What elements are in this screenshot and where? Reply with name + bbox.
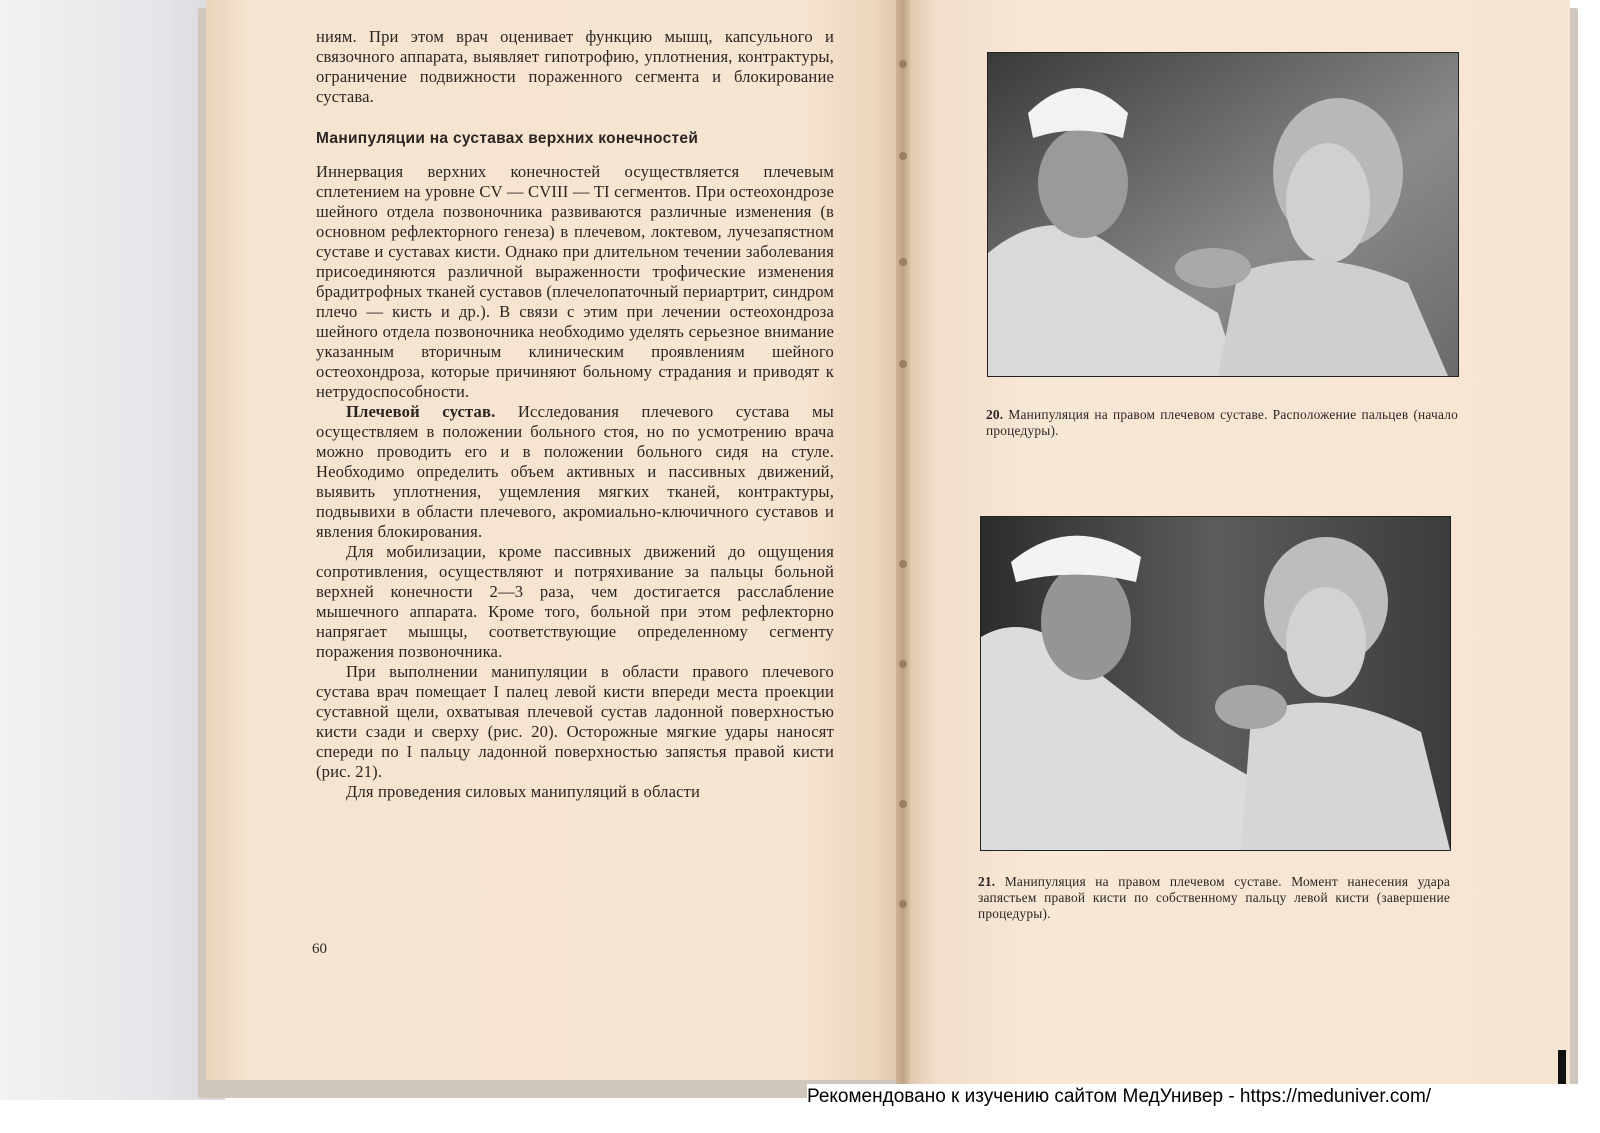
left-page-text — [316, 27, 834, 802]
mobilization-paragraph: Для мобилизации, кроме пассивных движений до ощущения сопротивления, осуществляют и потряхивание за пальцы больной верхней конечности 2—3 раза, чем достигается расслабление мышечного аппарата. Кроме того, больной при этом рефлекторно напрягает мышцы, соответствующие определенному сегменту поражения позвоночника. — [316, 542, 834, 661]
shoulder-subheading: Плечевой сустав. — [346, 402, 496, 421]
watermark-link[interactable]: Рекомендовано к изучению сайтом МедУнивер - https://meduniver.com/ — [807, 1084, 1597, 1110]
binding-stitch — [899, 60, 907, 68]
intro-paragraph: ниям. При этом врач оценивает функцию мышц, капсульного и связочного аппарата, выявляет гипотрофию, уплотнения, контрактуры, ограничение подвижности пораженного сегмента и блокирование сустава. — [316, 27, 834, 106]
page-number: 60 — [312, 941, 327, 957]
figure-20-photo — [987, 52, 1459, 377]
section-heading: Манипуляции на суставах верхних конечностей — [316, 130, 699, 147]
binding-stitch — [899, 660, 907, 668]
binding-stitch — [899, 800, 907, 808]
figure-20-caption — [986, 407, 1458, 439]
binding-stitch — [899, 900, 907, 908]
closing-paragraph: Для проведения силовых манипуляций в области — [346, 782, 701, 801]
figure-21-caption-text: Манипуляция на правом плечевом суставе. Момент нанесения удара запястьем правой кисти по собственному пальцу левой кисти (завершение процедуры). — [978, 874, 1450, 921]
figure-21-photo — [980, 516, 1451, 851]
shoulder-text: Исследования плечевого сустава мы осуществляем в положении больного стоя, но по усмотрению врача можно проводить его и в положении больного сидя на стуле. Необходимо определить объем активных и пассивных движений, выявить уплотнения, ущемления мягких тканей, контрактуры, подвывихи в области плечевого, акромиально-ключичного суставов и явления блокирования. — [316, 402, 834, 541]
scan-background — [0, 0, 225, 1100]
shoulder-paragraph — [316, 402, 834, 542]
binding-stitch — [899, 152, 907, 160]
binding-stitch — [899, 560, 907, 568]
innervation-paragraph: Иннервация верхних конечностей осуществляется плечевым сплетением на уровне CV — CVIII — TI сегментов. При остеохондрозе шейного отдела позвоночника развиваются различные изменения (в основном рефлекторного генеза) в плечевом, локтевом, лучезапястном суставе и суставах кисти. Однако при длительном течении заболевания присоединяются различной выраженности трофические изменения брадитрофных тканей суставов (плечелопаточный периартрит, синдром плечо — кисть и др.). В связи с этим при лечении остеохондроза шейного отдела позвоночника необходимо уделять серьезное внимание указанным вторичным клиническим проявлениям шейного остеохондроза, которые причиняют больному страдания и приводят к нетрудоспособности. — [316, 162, 834, 401]
figure-20-caption-text: Манипуляция на правом плечевом суставе. Расположение пальцев (начало процедуры). — [986, 407, 1458, 438]
figure-21-number: 21. — [978, 874, 996, 889]
binding-stitch — [899, 258, 907, 266]
figure-20-number: 20. — [986, 407, 1004, 422]
binding-stitch — [899, 360, 907, 368]
figure-21-caption — [978, 874, 1450, 922]
manipulation-paragraph: При выполнении манипуляции в области правого плечевого сустава врач помещает I палец левой кисти впереди места проекции суставной щели, охватывая плечевой сустав ладонной поверхностью кисти сзади и сверху (рис. 20). Осторожные мягкие удары наносят спереди по I пальцу ладонной поверхностью запястья правой кисти (рис. 21). — [316, 662, 834, 781]
book-gutter — [896, 0, 910, 1085]
